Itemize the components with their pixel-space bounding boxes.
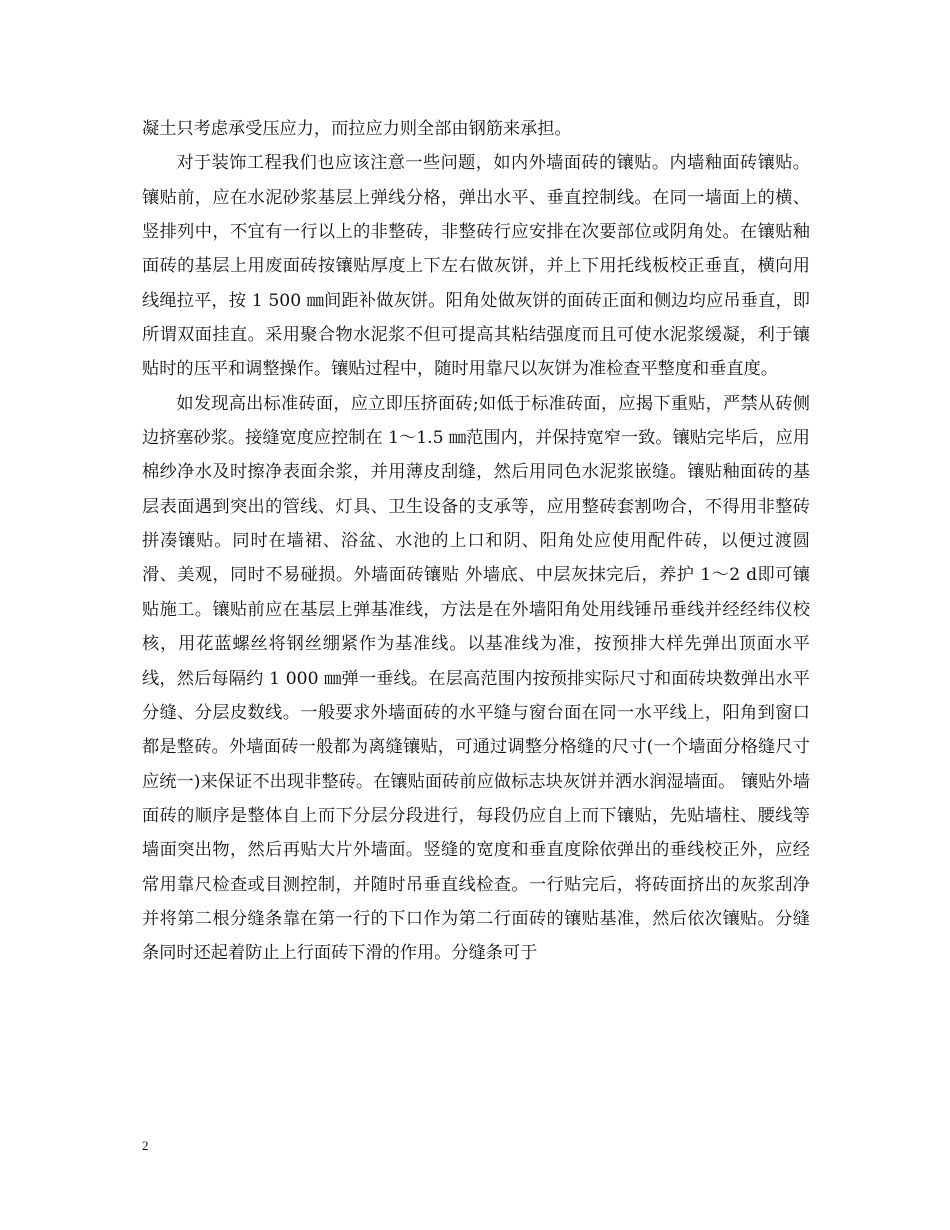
paragraph-tile-procedure: 如发现高出标准砖面，应立即压挤面砖;如低于标准砖面，应揭下重贴，严禁从砖侧边挤塞砂浆。接缝宽度应控制在 1～1.5 ㎜范围内，并保持宽窄一致。镶贴完毕后，应用棉纱净水及时擦净表面余浆，并用薄皮刮缝，然后用同色水泥浆嵌缝。镶贴釉面砖的基层表面遇到突出的管线、灯具、卫生设备的支承等，应用整砖套割吻合，不得用非整砖拼凑镶贴。同时在墙裙、浴盆、水池的上口和阴、阳角处应使用配件砖，以便过渡圆滑、美观，同时不易碰损。外墙面砖镶贴 外墙底、中层灰抹完后，养护 1～2 d即可镶贴施工。镶贴前应在基层上弹基准线，方法是在外墙阳角处用线锤吊垂线并经经纬仪校核，用花蓝螺丝将钢丝绷紧作为基准线。以基准线为准，按预排大样先弹出顶面水平线，然后每隔约 1 000 ㎜弹一垂线。在层高范围内按预排实际尺寸和面砖块数弹出水平分缝、分层皮数线。一般要求外墙面砖的水平缝与窗台面在同一水平线上，阳角到窗口都是整砖。外墙面砖一般都为离缝镶贴，可通过调整分格缝的尺寸(一个墙面分格缝尺寸应统一)来保证不出现非整砖。在镶贴面砖前应做标志块灰饼并洒水润湿墙面。 镶贴外墙面砖的顺序是整体自上而下分层分段进行，每段仍应自上而下镶贴，先贴墙柱、腰线等墙面突出物，然后再贴大片外墙面。竖缝的宽度和垂直度除依弹出的垂线校正外，应经常用靠尺检查或目测控制，并随时吊垂直线检查。一行贴完后，将砖面挤出的灰浆刮净并将第二根分缝条靠在第一行的下口作为第二行面砖的镶贴基准，然后依次镶贴。分缝条同时还起着防止上行面砖下滑的作用。分缝条可于: [142, 393, 810, 964]
body-text: [142, 112, 810, 971]
paragraph-continuation: 凝土只考虑承受压应力，而拉应力则全部由钢筋来承担。: [142, 119, 572, 139]
page-number: 2: [142, 1138, 149, 1153]
paragraph-wall-tile-intro: 对于装饰工程我们也应该注意一些问题，如内外墙面砖的镶贴。内墙釉面砖镶贴。镶贴前，应在水泥砂浆基层上弹线分格，弹出水平、垂直控制线。在同一墙面上的横、竖排列中，不宜有一行以上的非整砖，非整砖行应安排在次要部位或阴角处。在镶贴釉面砖的基层上用废面砖按镶贴厚度上下左右做灰饼，并上下用托线板校正垂直，横向用线绳拉平，按 1 500 ㎜间距补做灰饼。阳角处做灰饼的面砖正面和侧边均应吊垂直，即所谓双面挂直。采用聚合物水泥浆不但可提高其粘结强度而且可使水泥浆缓凝，利于镶贴时的压平和调整操作。镶贴过程中，随时用靠尺以灰饼为准检查平整度和垂直度。: [142, 153, 810, 380]
